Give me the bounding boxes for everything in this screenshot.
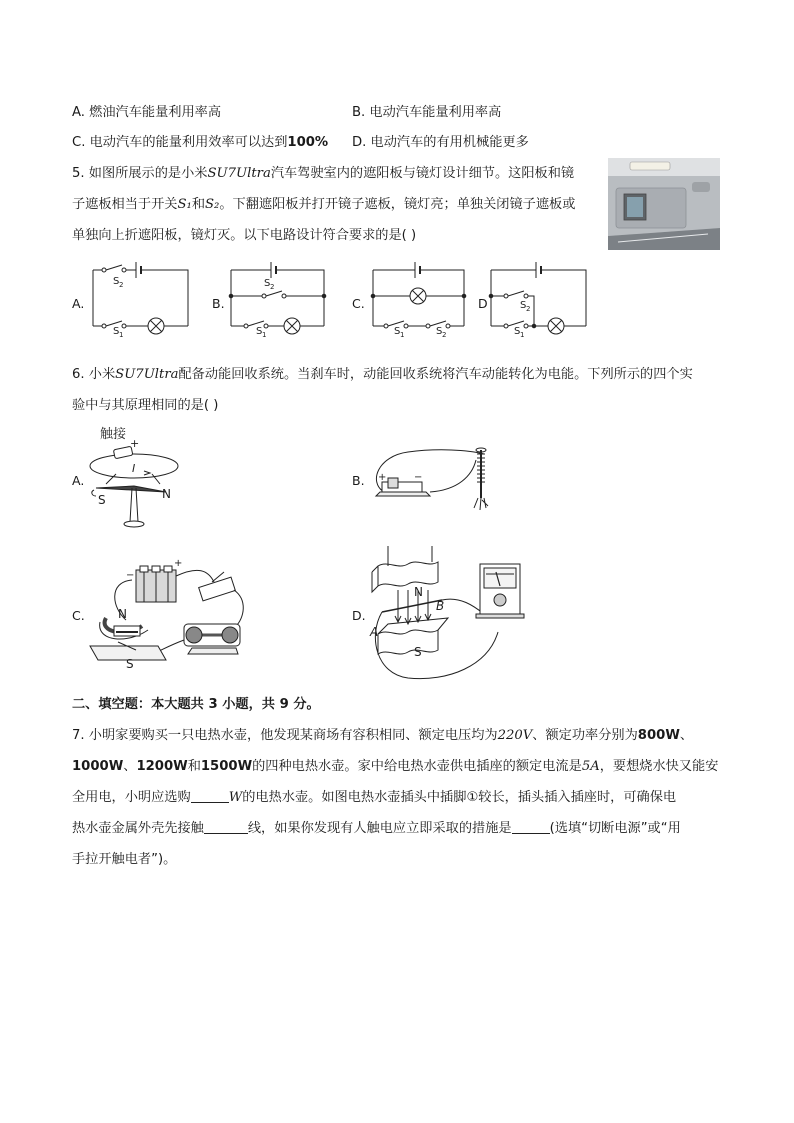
switch-s2-label: S₂ [205,197,220,212]
q5-circuit-c [368,262,472,339]
plus-sign: + [378,472,387,483]
answer-blank-power[interactable] [191,788,229,803]
svg-text:2: 2 [442,331,447,339]
pin-number: ① [466,790,479,805]
q7-line-1 [72,726,693,746]
svg-text:S: S [520,300,527,311]
q4-option-d[interactable]: D. 电动汽车的有用机械能更多 [352,135,529,150]
total-score: 9 [279,697,289,712]
pole-n: N [414,585,423,599]
power-1000: 1000W [72,759,124,774]
svg-text:S: S [256,326,263,337]
q7-line-5: 手拉开触电者”)。 [72,852,177,867]
minus-sign: − [126,570,135,581]
q6-text: 配备动能回收系统。当刹车时，动能回收系统将汽车动能转化为电能。下列所示的四个实 [178,367,693,382]
q5-circuit-d [486,262,592,339]
q5-option-b[interactable]: B. [212,296,225,311]
q6-option-a[interactable]: A. [72,473,85,488]
question-count: 3 [208,697,218,712]
q7-text: 线，如果你发现有人触电应立即采取的措施是 [247,821,512,836]
car-model: SU7Ultra [115,367,179,382]
rated-voltage: 220V [497,728,533,743]
q6-text: 6. 小米 [72,367,116,382]
q5-option-c[interactable]: C. [352,296,365,311]
svg-text:2: 2 [119,281,124,289]
q7-text: 较长，插头插入插座时，可确保电 [478,790,677,805]
q7-text: 和 [187,759,201,774]
q4-option-b[interactable]: B. 电动汽车能量利用率高 [352,105,502,120]
q4-option-c[interactable] [72,133,328,153]
point-a: A [370,625,379,639]
q4-option-c-value: 100% [287,135,329,150]
q7-text: 全用电，小明应选购 [72,790,191,805]
power-800: 800W [637,728,680,743]
pole-s: S [126,657,134,671]
touch-label: 触接 [100,427,127,442]
q5-circuit-a [88,262,193,339]
svg-text:S: S [113,326,120,337]
svg-text:1: 1 [262,331,267,339]
pole-s: S [98,493,106,507]
unit-w: W [228,790,243,805]
power-1500: 1500W [200,759,253,774]
q7-text: 、额定功率分别为 [532,728,638,743]
q7-line-2 [72,757,718,777]
rated-current: 5A [581,759,600,774]
q5-line-1 [72,164,574,184]
sun-visor-photo [608,158,720,250]
svg-text:1: 1 [119,331,124,339]
q7-line-3 [72,788,676,808]
plus-sign: + [174,558,183,569]
svg-text:2: 2 [526,305,531,313]
q7-text: ，要想烧水快又能安 [599,759,719,774]
q7-text: 热水壶金属外壳先接触 [72,821,204,836]
q5-line-3: 单独向上折遮阳板，镜灯灭。以下电路设计符合要求的是( ) [72,228,417,243]
q6-option-b[interactable]: B. [352,473,365,488]
svg-text:S: S [264,278,271,289]
q7-text: 、 [679,728,694,743]
q7-line-4 [72,819,681,839]
q5-text: 和 [191,197,206,212]
section-title-text: 小题，共 [217,697,280,712]
q6-line-2: 验中与其原理相同的是( ) [72,398,219,413]
q5-text: 汽车驾驶室内的遮阳板与镜灯设计细节。这阳板和镜 [270,166,575,181]
answer-blank-wire[interactable] [204,819,248,834]
q7-text: 7. 小明家要购买一只电热水壶，他发现某商场有容积相同、额定电压均为 [72,728,498,743]
q6-line-1 [72,365,693,385]
plus-sign: + [130,437,140,450]
q6-option-d[interactable]: D. [352,608,366,623]
svg-text:S: S [394,326,401,337]
svg-text:S: S [436,326,443,337]
q5-text: 。下翻遮阳板并打开镜子遮板，镜灯亮；单独关闭镜子遮板或 [219,197,576,212]
point-b: B [436,599,445,613]
q7-text: 的电热水壶。如图电热水壶插头中插脚 [242,790,467,805]
q6-figure-d-induction [368,546,528,686]
svg-text:1: 1 [400,331,405,339]
section-title-text: 分。 [288,697,320,712]
q4-option-c-text: C. 电动汽车的能量利用效率可以达到 [72,135,288,150]
svg-text:S: S [113,276,120,287]
pole-n: N [118,607,127,621]
q5-line-2 [72,195,575,215]
power-1200: 1200W [136,759,188,774]
q6-figure-b-electromagnet [368,446,494,512]
answer-blank-measure[interactable] [512,819,550,834]
q5-option-a[interactable]: A. [72,296,85,311]
current-label: I [132,462,136,475]
q6-figure-c-motor [88,560,248,672]
svg-text:1: 1 [520,331,525,339]
q7-text: 、 [123,759,137,774]
q6-figure-a-oersted [86,422,186,534]
q5-text: 5. 如图所展示的是小米 [72,166,208,181]
car-model: SU7Ultra [207,166,271,181]
minus-sign: − [414,472,423,483]
q7-text: (选填“切断电源”或“用 [549,821,681,836]
q4-option-a[interactable]: A. 燃油汽车能量利用率高 [72,105,222,120]
svg-text:2: 2 [270,283,275,291]
q5-circuit-b [226,262,330,339]
q6-option-c[interactable]: C. [72,608,85,623]
svg-text:S: S [514,326,521,337]
pole-n: N [162,487,171,501]
switch-s1-label: S₁ [177,197,192,212]
q5-option-d[interactable]: D [478,296,488,311]
section-2-title [72,695,320,715]
pole-s: S [414,645,422,659]
q7-text: 的四种电热水壶。家中给电热水壶供电插座的额定电流是 [252,759,582,774]
section-title-text: 二、填空题：本大题共 [72,697,209,712]
q5-text: 子遮板相当于开关 [72,197,178,212]
